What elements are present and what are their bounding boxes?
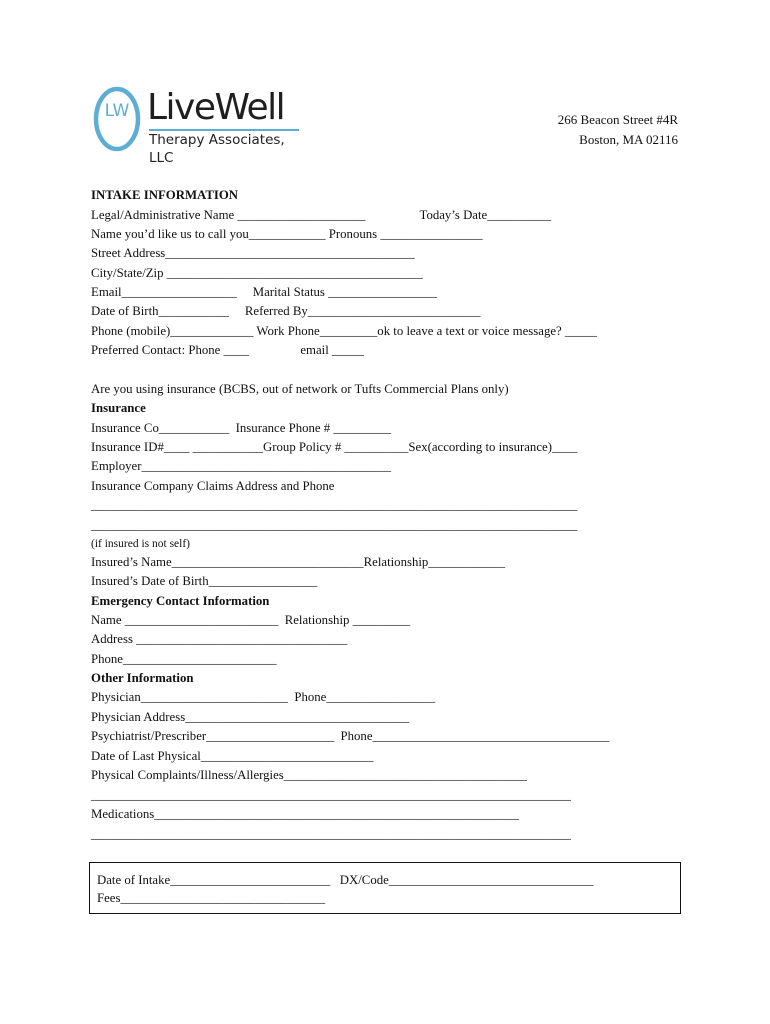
section-heading: Emergency Contact Information [91, 594, 270, 608]
form-line: (if insured is not self) [91, 538, 191, 550]
logo-name: LiveWell [147, 87, 285, 128]
form-line[interactable]: Insurance Company Claims Address and Phone [91, 479, 335, 493]
form-line[interactable]: Street Address_______________________________________ [91, 246, 415, 260]
form-line[interactable]: Are you using insurance (BCBS, out of network or Tufts Commercial Plans only) [91, 382, 509, 396]
form-line[interactable]: Date of Birth___________ Referred By___________________________ [91, 304, 481, 318]
office-address [558, 110, 678, 150]
form-line[interactable]: Preferred Contact: Phone ____ email _____ [91, 343, 364, 357]
address-line-1: 266 Beacon Street #4R [557, 112, 678, 127]
company-logo [93, 86, 308, 166]
office-line-intake-dx[interactable]: Date of Intake_________________________ DX/Code________________________________ [97, 873, 594, 887]
section-heading: Insurance [91, 401, 146, 415]
form-line[interactable]: Name you’d like us to call you____________ Pronouns ________________ [91, 227, 483, 241]
form-line[interactable]: Legal/Administrative Name ____________________ Today’s Date__________ [91, 208, 552, 222]
form-line[interactable]: Phone________________________ [91, 652, 277, 666]
form-line[interactable]: Insured’s Date of Birth_________________ [91, 574, 318, 588]
address-line-2: Boston, MA 02116 [579, 132, 678, 147]
office-use-box [89, 862, 681, 914]
form-line[interactable]: Date of Last Physical___________________________ [91, 749, 374, 763]
form-line[interactable]: ___________________________________________________________________________ [91, 827, 571, 841]
livewell-logo-icon [93, 86, 143, 152]
section-heading: INTAKE INFORMATION [91, 188, 239, 202]
form-line[interactable]: Phone (mobile)_____________ Work Phone_________ok to leave a text or voice message? _____ [91, 324, 597, 338]
office-line-fees[interactable]: Fees________________________________ [97, 891, 326, 905]
form-line[interactable]: Employer_______________________________________ [91, 459, 392, 473]
svg-text:LW: LW [104, 101, 130, 121]
form-line[interactable]: Insurance ID#____ ___________Group Policy # __________Sex(according to insurance)____ [91, 440, 578, 454]
form-line[interactable]: ____________________________________________________________________________ [91, 498, 578, 512]
form-line[interactable]: City/State/Zip ________________________________________ [91, 266, 423, 280]
form-line[interactable]: Insurance Co___________ Insurance Phone # _________ [91, 421, 391, 435]
form-line[interactable]: Insured’s Name______________________________Relationship____________ [91, 555, 506, 569]
form-line[interactable]: Email__________________ Marital Status _________________ [91, 285, 437, 299]
form-line[interactable]: Psychiatrist/Prescriber____________________ Phone_____________________________________ [91, 729, 610, 743]
form-line[interactable]: Physician_______________________ Phone_________________ [91, 690, 436, 704]
logo-subtitle: Therapy Associates, LLC [149, 132, 285, 166]
form-line[interactable]: Address _________________________________ [91, 632, 348, 646]
form-line[interactable]: Physical Complaints/Illness/Allergies______________________________________ [91, 768, 527, 782]
form-line[interactable]: Medications_________________________________________________________ [91, 807, 519, 821]
section-heading: Other Information [91, 671, 194, 685]
form-line[interactable]: Name ________________________ Relationship _________ [91, 613, 411, 627]
form-line[interactable]: ___________________________________________________________________________ [91, 788, 571, 802]
form-line[interactable]: ____________________________________________________________________________ [91, 518, 578, 532]
form-line[interactable]: Physician Address___________________________________ [91, 710, 410, 724]
